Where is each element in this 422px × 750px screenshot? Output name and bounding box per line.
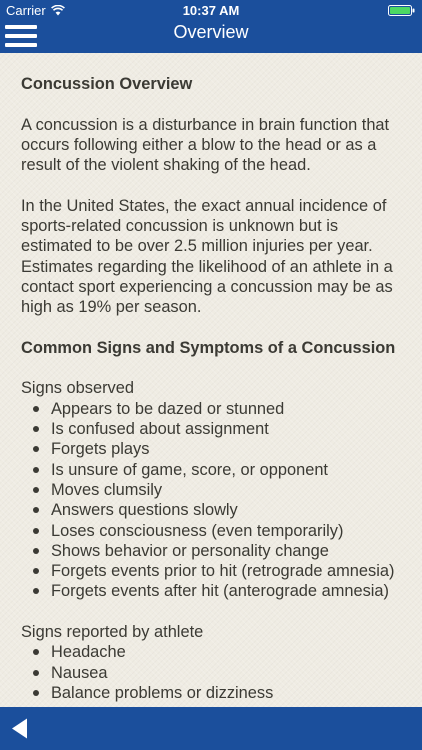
carrier-label: Carrier	[6, 3, 46, 18]
observed-list	[21, 399, 413, 602]
bottom-toolbar	[0, 707, 422, 750]
nav-bar	[0, 20, 422, 53]
status-time: 10:37 AM	[182, 3, 240, 18]
battery-icon	[388, 5, 415, 16]
list-item: Moves clumsily	[21, 480, 413, 500]
list-item: Forgets events after hit (anterograde amnesia)	[21, 581, 413, 601]
list-item: Appears to be dazed or stunned	[21, 399, 413, 419]
list-item: Loses consciousness (even temporarily)	[21, 521, 413, 541]
reported-label: Signs reported by athlete	[21, 623, 204, 642]
observed-label: Signs observed	[21, 379, 134, 398]
list-item: Forgets events prior to hit (retrograde amnesia)	[21, 561, 413, 581]
overview-heading: Concussion Overview	[21, 75, 193, 93]
list-item: Is confused about assignment	[21, 419, 413, 439]
status-bar	[0, 0, 422, 20]
list-item: Is unsure of game, score, or opponent	[21, 460, 413, 480]
paragraph-incidence: In the United States, the exact annual incidence of sports-related concussion is unknown but is estimated to be over 2.5 million injuries per year. Estimates regarding the likelihood of an athlete in a contact sport experiencing a concussion may be as high as 19% per season.	[21, 196, 393, 317]
list-item: Forgets plays	[21, 439, 413, 459]
list-item: Headache	[21, 642, 413, 662]
page-title: Overview	[173, 22, 249, 42]
reported-list	[21, 642, 413, 703]
signs-heading: Common Signs and Symptoms of a Concussion	[21, 338, 396, 357]
paragraph-definition: A concussion is a disturbance in brain function that occurs following either a blow to the head or as a result of the violent shaking of the head.	[21, 115, 390, 175]
list-item: Nausea	[21, 663, 413, 683]
article	[21, 74, 413, 703]
content-area[interactable]	[0, 53, 422, 707]
back-arrow-icon[interactable]	[10, 717, 30, 740]
list-item: Answers questions slowly	[21, 500, 413, 520]
list-item: Balance problems or dizziness	[21, 683, 413, 703]
list-item: Shows behavior or personality change	[21, 541, 413, 561]
